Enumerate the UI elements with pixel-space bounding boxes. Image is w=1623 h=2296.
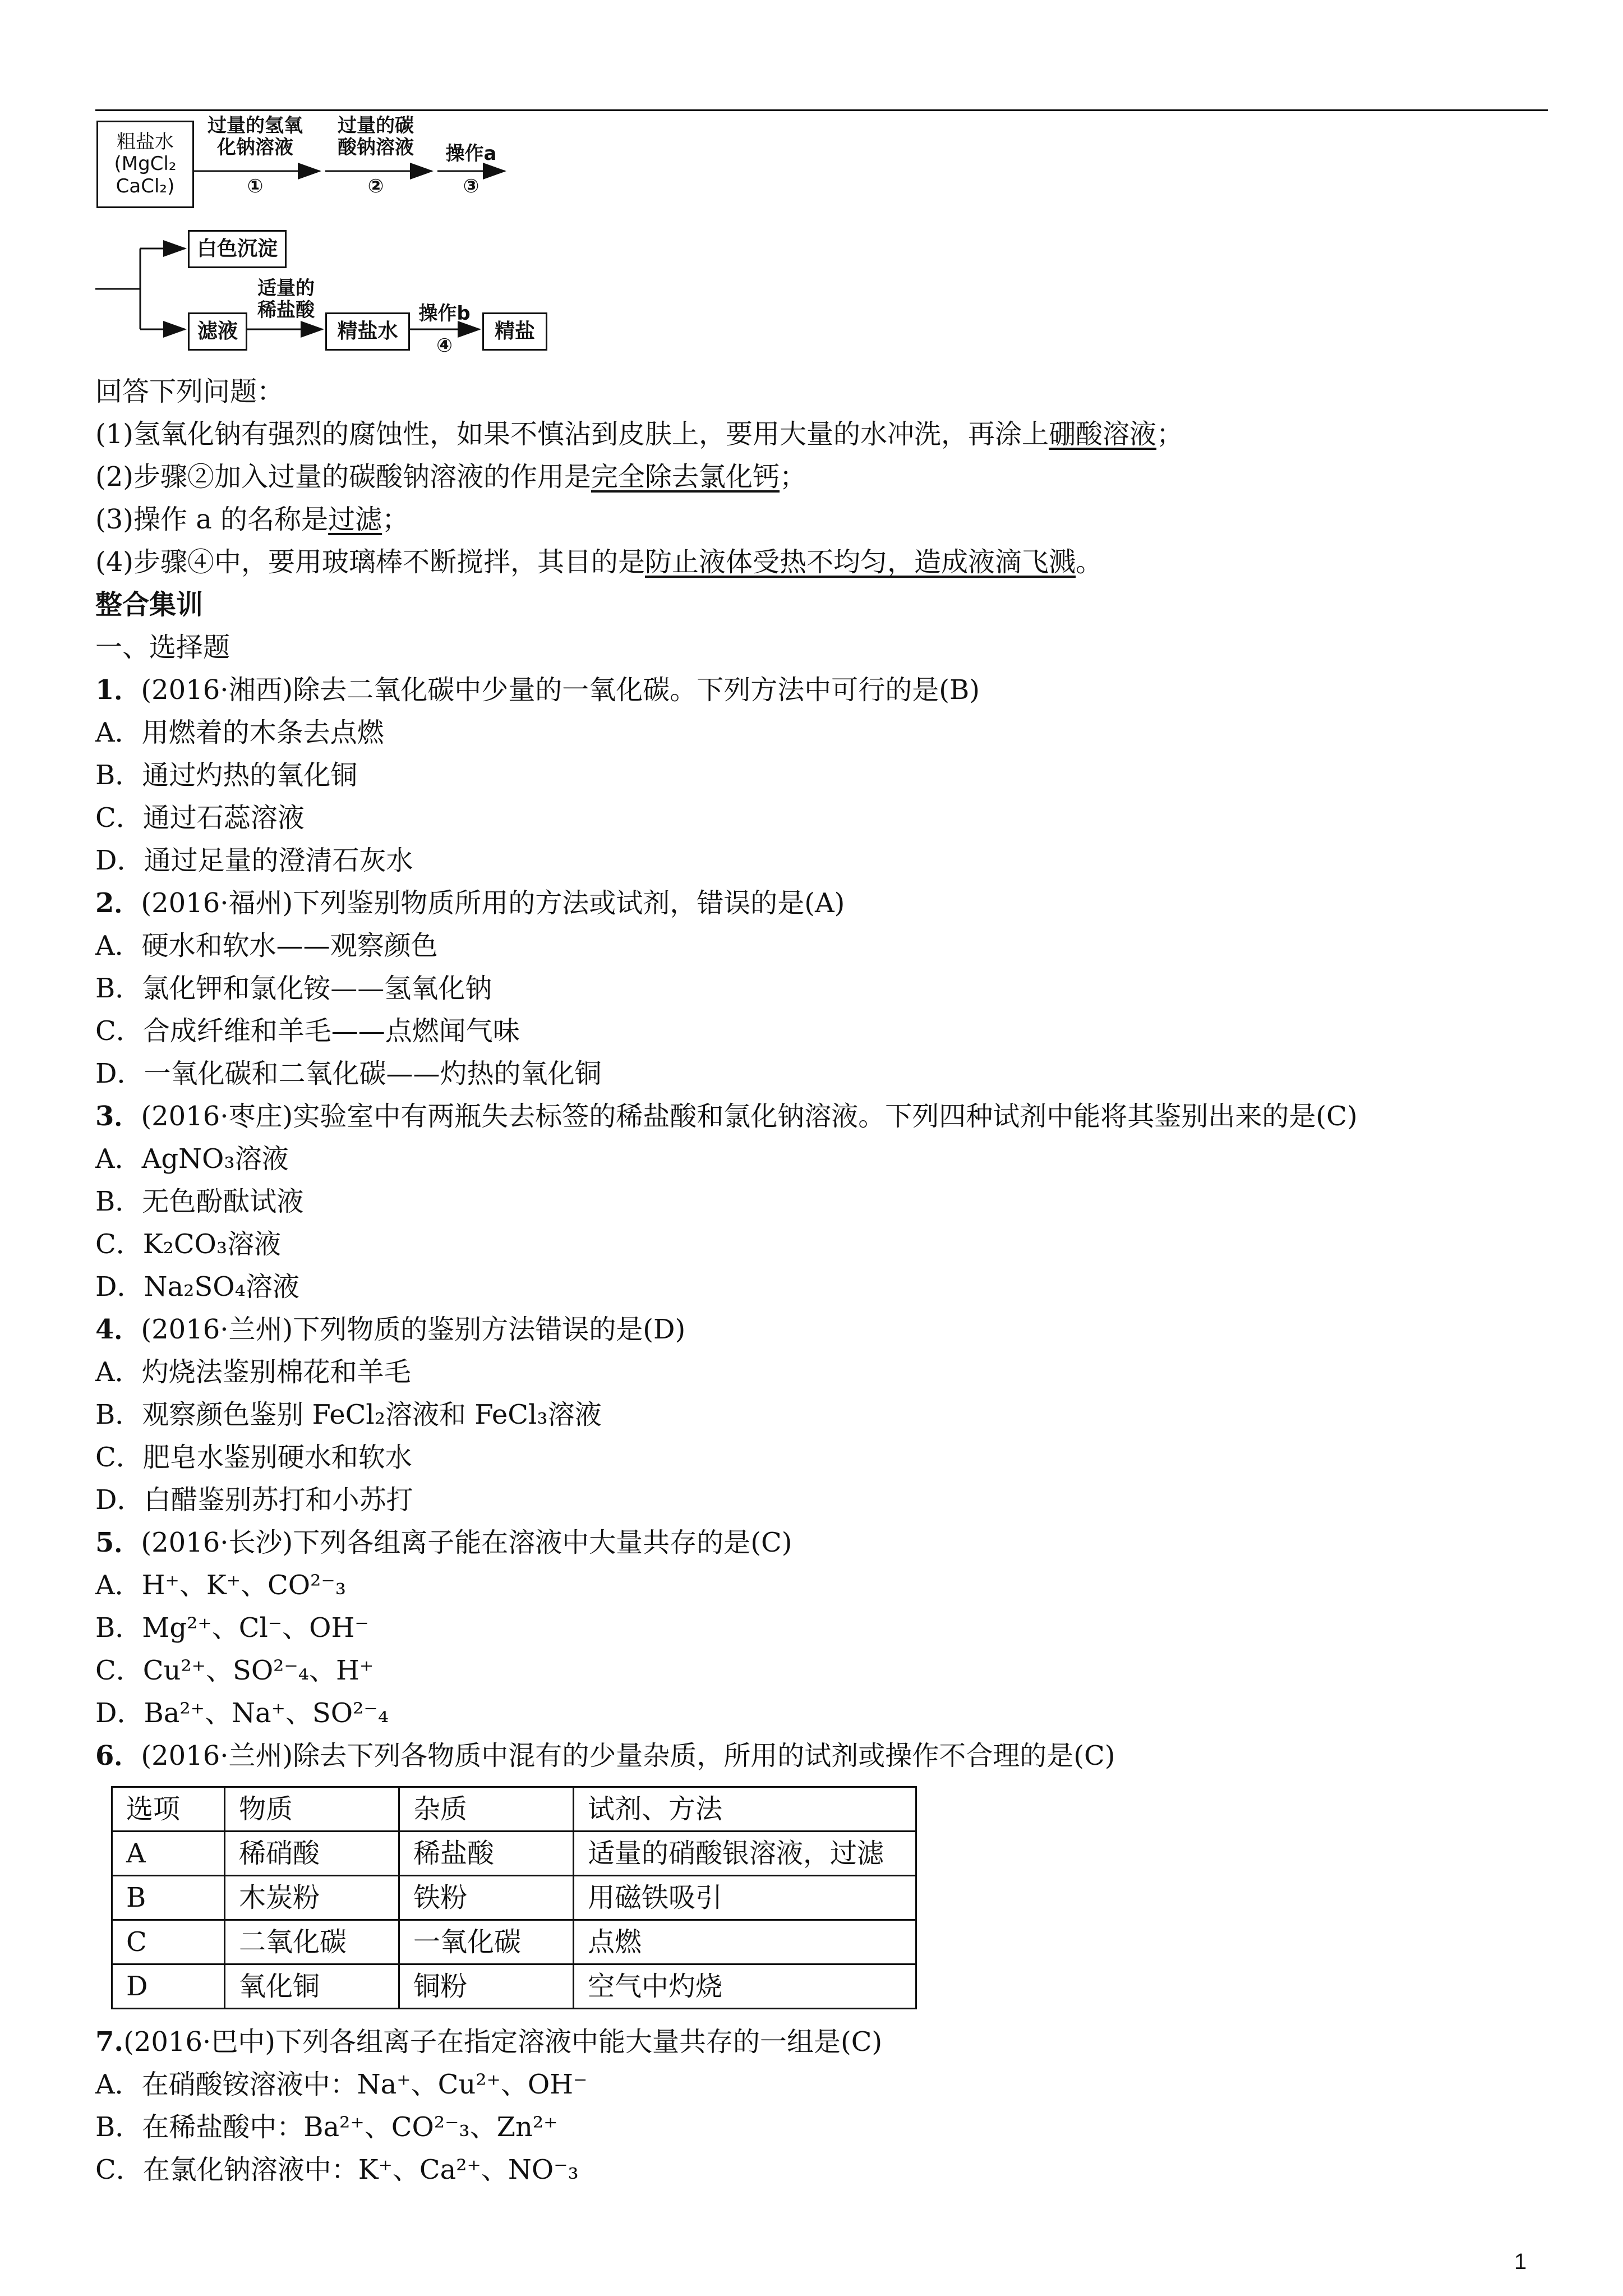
question-7-option: C．在氯化钠溶液中：K⁺、Ca²⁺、NO⁻₃: [95, 2154, 579, 2185]
question-stem: 2．(2016·福州)下列鉴别物质所用的方法或试剂，错误的是(A): [95, 887, 845, 919]
step4-operation: 操作b: [418, 302, 471, 325]
step2-number: ②: [367, 175, 384, 197]
question-number: 1．: [95, 674, 141, 706]
header-rule: [95, 109, 1548, 111]
table-cell: 点燃: [574, 1920, 916, 1964]
table-row: [112, 1832, 916, 1876]
table-cell: 铁粉: [399, 1876, 574, 1920]
answer-option: D．通过足量的澄清石灰水: [95, 845, 413, 876]
answer-option: B．无色酚酞试液: [95, 1186, 304, 1217]
table-cell: C: [112, 1920, 225, 1964]
answer-option: C．Cu²⁺、SO²⁻₄、H⁺: [95, 1655, 374, 1686]
table-cell: 铜粉: [399, 1964, 574, 2009]
table-row: [112, 1876, 916, 1920]
table-cell: 二氧化碳: [225, 1920, 399, 1964]
answer-option: B．氯化钾和氯化铵——氢氧化钠: [95, 973, 492, 1004]
table-cell: 稀盐酸: [399, 1832, 574, 1876]
table-cell: D: [112, 1964, 225, 2009]
box-refined-brine: 精盐水: [325, 312, 410, 351]
answer-option: C．通过石蕊溶液: [95, 802, 305, 834]
answer-option: D．白醋鉴别苏打和小苏打: [95, 1484, 413, 1516]
question-stem: 5．(2016·长沙)下列各组离子能在溶液中大量共存的是(C): [95, 1527, 792, 1558]
answer-option: A．硬水和软水——观察颜色: [95, 930, 438, 961]
section-title: 整合集训: [95, 589, 204, 620]
answer-option: C．合成纤维和羊毛——点燃闻气味: [95, 1015, 520, 1047]
step3-number: ③: [463, 175, 479, 197]
box-crude-brine: 粗盐水 (MgCl₂ CaCl₂): [96, 121, 194, 208]
question-2: (2)步骤②加入过量的碳酸钠溶液的作用是完全除去氯化钙；: [95, 461, 807, 493]
table-header: 选项: [112, 1787, 225, 1832]
answer-option: C．K₂CO₃溶液: [95, 1228, 282, 1260]
table-cell: 稀硝酸: [225, 1832, 399, 1876]
question-stem: 3．(2016·枣庄)实验室中有两瓶失去标签的稀盐酸和氯化钠溶液。下列四种试剂中能将其鉴别出来的是(C): [95, 1101, 1358, 1132]
table-cell: 木炭粉: [225, 1876, 399, 1920]
table-header: 物质: [225, 1787, 399, 1832]
box-filtrate: 滤液: [188, 312, 247, 351]
page-content: [95, 370, 1553, 2191]
question-stem: 4．(2016·兰州)下列物质的鉴别方法错误的是(D): [95, 1314, 686, 1345]
step1-number: ①: [247, 175, 264, 197]
questions-intro: 回答下列问题：: [95, 376, 284, 407]
answer-option: B．通过灼热的氧化铜: [95, 760, 358, 791]
step3-operation: 操作a: [445, 142, 497, 165]
table-cell: B: [112, 1876, 225, 1920]
answer-option: A．AgNO₃溶液: [95, 1143, 289, 1175]
answer-option: A．H⁺、K⁺、CO²⁻₃: [95, 1570, 346, 1601]
section-subtitle: 一、选择题: [95, 632, 230, 663]
table-cell: 空气中灼烧: [574, 1964, 916, 2009]
question-stem: 1．(2016·湘西)除去二氧化碳中少量的一氧化碳。下列方法中可行的是(B): [95, 674, 980, 706]
answer-option: C．肥皂水鉴别硬水和软水: [95, 1442, 412, 1473]
question-7-option: B．在稀盐酸中：Ba²⁺、CO²⁻₃、Zn²⁺: [95, 2111, 558, 2143]
table-cell: 适量的硝酸银溶液，过滤: [574, 1832, 916, 1876]
table-row: [112, 1964, 916, 2009]
table-row: [112, 1920, 916, 1964]
question-stem: 6．(2016·兰州)除去下列各物质中混有的少量杂质，所用的试剂或操作不合理的是(C): [95, 1740, 1115, 1772]
answer-4: 防止液体受热不均匀，造成液滴飞溅: [645, 546, 1076, 578]
answer-3: 过滤: [328, 504, 382, 535]
answer-option: D．Ba²⁺、Na⁺、SO²⁻₄: [95, 1697, 389, 1729]
step4-number: ④: [436, 334, 453, 357]
question-4: (4)步骤④中，要用玻璃棒不断搅拌，其目的是防止液体受热不均匀，造成液滴飞溅。: [95, 546, 1103, 578]
question-1: (1)氢氧化钠有强烈的腐蚀性，如果不慎沾到皮肤上，要用大量的水冲洗，再涂上硼酸溶液；: [95, 418, 1184, 450]
step1-reagent: 过量的氢氧 化钠溶液: [208, 114, 303, 159]
options-table: [111, 1786, 917, 2009]
question-list: [95, 669, 1553, 1777]
box-white-precipitate: 白色沉淀: [188, 230, 287, 268]
answer-option: A．灼烧法鉴别棉花和羊毛: [95, 1356, 411, 1388]
acid-reagent: 适量的 稀盐酸: [257, 277, 315, 322]
answer-2: 完全除去氯化钙: [591, 461, 780, 493]
answer-option: A．用燃着的木条去点燃: [95, 717, 384, 748]
answer-option: B．Mg²⁺、Cl⁻、OH⁻: [95, 1612, 369, 1644]
question-number: 6．: [95, 1740, 141, 1772]
table-cell: A: [112, 1832, 225, 1876]
question-7-number: 7.: [95, 2026, 124, 2058]
answer-1: 硼酸溶液: [1049, 418, 1157, 450]
question-number: 2．: [95, 887, 141, 919]
answer-option: D．Na₂SO₄溶液: [95, 1271, 299, 1303]
step2-reagent: 过量的碳 酸钠溶液: [338, 114, 414, 159]
question-number: 4．: [95, 1314, 141, 1345]
page-number: 1: [1514, 2249, 1527, 2274]
table-header: 试剂、方法: [574, 1787, 916, 1832]
table-header: 杂质: [399, 1787, 574, 1832]
question-7-stem: 7.(2016·巴中)下列各组离子在指定溶液中能大量共存的一组是(C): [95, 2026, 883, 2058]
answer-option: D．一氧化碳和二氧化碳——灼热的氧化铜: [95, 1058, 602, 1089]
question-number: 3．: [95, 1101, 141, 1132]
answer-option: B．观察颜色鉴别 FeCl₂溶液和 FeCl₃溶液: [95, 1399, 602, 1430]
table-cell: 用磁铁吸引: [574, 1876, 916, 1920]
table-header-row: [112, 1787, 916, 1832]
process-flow-diagram: [95, 115, 600, 356]
question-3: (3)操作 a 的名称是过滤；: [95, 504, 409, 535]
question-7-option: A．在硝酸铵溶液中：Na⁺、Cu²⁺、OH⁻: [95, 2069, 588, 2100]
box-refined-salt: 精盐: [482, 312, 547, 351]
table-cell: 氧化铜: [225, 1964, 399, 2009]
question-number: 5．: [95, 1527, 141, 1558]
table-cell: 一氧化碳: [399, 1920, 574, 1964]
